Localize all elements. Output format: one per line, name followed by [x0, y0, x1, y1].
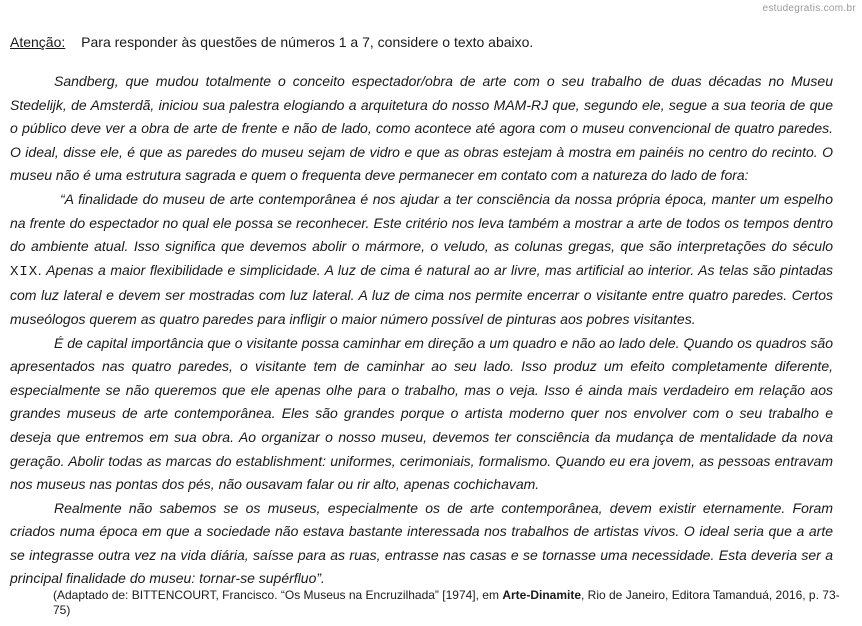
paragraph-2-end: . Apenas a maior flexibilidade e simplicidade. A luz de cima é natural ao ar livre, mas artificial ao interior. As telas são pintadas com luz lateral e devem ser mostradas com luz lateral. A luz de cima nos permite encerrar o visitante entre quatro paredes. Certos museólogos querem as quatro paredes para infligir o maior número possível de pinturas aos pobres visitantes. — [10, 261, 833, 327]
paragraph-1: Sandberg, que mudou totalmente o conceito espectador/obra de arte com o seu trabalho de duas décadas no Museu Stedelijk, de Amsterdã, iniciou sua palestra elogiando a arquitetura do nosso MAM-RJ que, segundo ele, segue a sua teoria de que o público deve ver a obra de arte de frente e não de lado, como acontece até agora com o museu convencional de quatro paredes. O ideal, disse ele, é que as paredes do museu sejam de vidro e que as obras estejam à mostra em painéis no centro do recinto. O museu não é uma estrutura sagrada e quem o frequenta deve permanecer em contato com a natureza do lado de fora: — [10, 73, 833, 184]
paragraph-3: É de capital importância que o visitante possa caminhar em direção a um quadro e não ao lado dele. Quando os quadros são apresentados nas quatro paredes, o visitante tem de caminhar ao seu lado. Isso produz um efeito completamente diferente, especialmente se não queremos que ele apenas olhe para o trabalho, mas o veja. Isso é ainda mais verdadeiro em relação aos grandes museus de arte contemporânea. Eles são grandes porque o artista moderno quer nos envolver com o seu trabalho e deseja que entremos em sua obra. Ao organizar o nosso museu, devemos ter consciência da mudança de mentalidade da nova geração. Abolir todas as marcas do establishment: uniformes, cerimoniais, formalismo. Quando eu era jovem, as pessoas entravam nos museus nas pontas dos pés, não ousavam falar ou rir alto, apenas cochichavam. — [10, 334, 833, 493]
attention-text: Para responder às questões de números 1 a 7, considere o texto abaixo. — [81, 34, 534, 50]
paragraph-2 — [10, 188, 833, 332]
source-book-title: Arte-Dinamite — [502, 588, 581, 602]
source-citation — [53, 588, 843, 618]
paragraph-2-start: “A finalidade do museu de arte contemporânea é nos ajudar a ter consciência da nossa própria época, manter um espelho na frente do espectador no qual ele possa se reconhecer. Este critério nos leva também a mostrar a arte de todos os tempos dentro do ambiente atual. Isso significa que devemos abolir o mármore, o veludo, as colunas gregas, que são interpretações do século — [10, 190, 833, 255]
source-suffix: , Rio de Janeiro, Editora Tamanduá, 2016, p. 73-75) — [53, 588, 840, 617]
source-prefix: (Adaptado de: BITTENCOURT, Francisco. “Os Museus na Encruzilhada” [1974], em — [53, 588, 499, 602]
text-body — [10, 70, 833, 591]
site-watermark: estudegratis.com.br — [762, 3, 856, 14]
attention-line — [10, 34, 533, 50]
roman-numeral-century: XIX — [10, 263, 39, 280]
paragraph-4: Realmente não sabemos se os museus, especialmente os de arte contemporânea, devem existir eternamente. Foram criados numa época em que a sociedade não estava bastante interessada nos trabalhos de artistas vivos. O ideal seria que a arte se integrasse outra vez na vida diária, saísse para as ruas, entrasse nas casas e se tornasse uma necessidade. Esta deveria ser a principal finalidade do museu: tornar-se supérfluo”. — [10, 499, 833, 587]
attention-label: Atenção: — [10, 34, 66, 50]
